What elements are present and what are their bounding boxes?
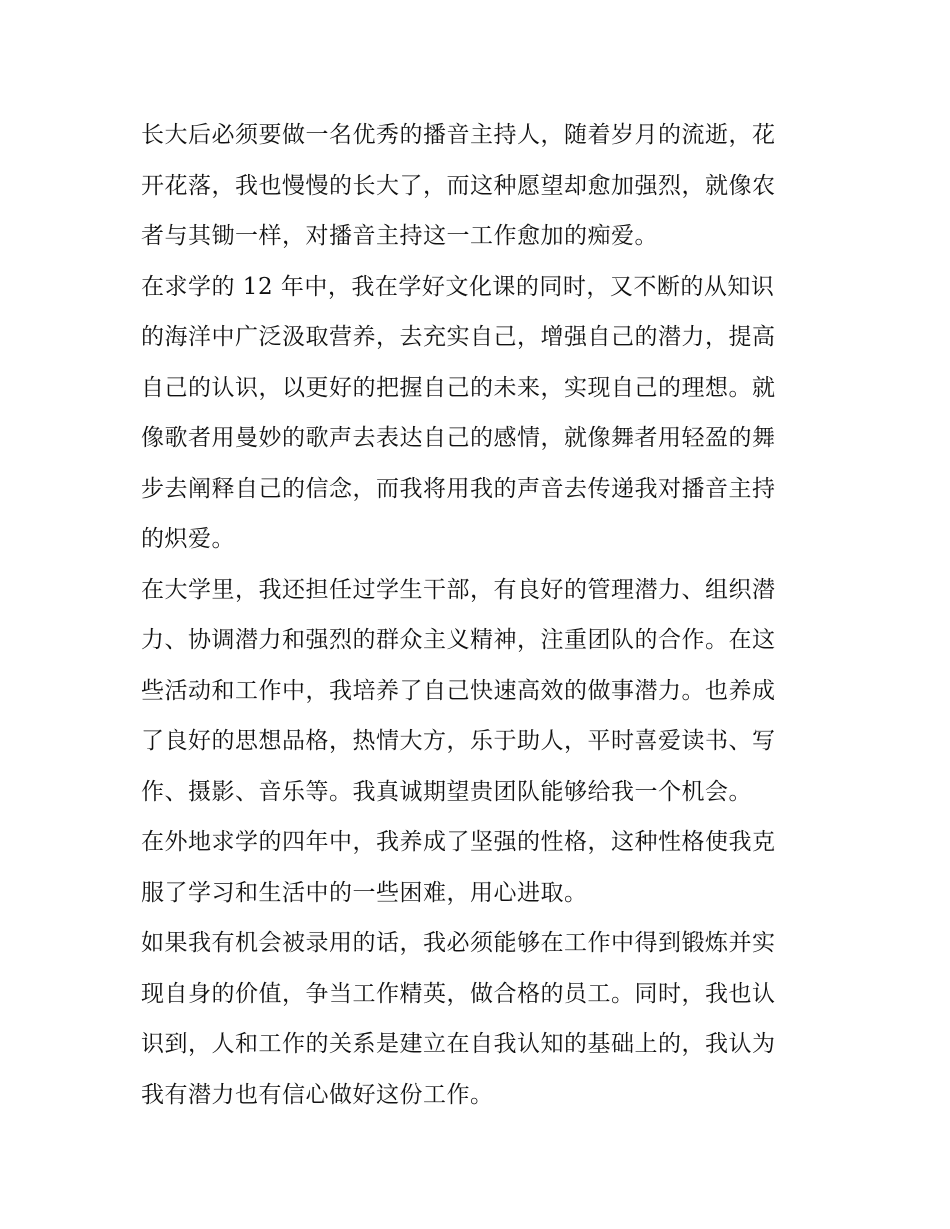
- paragraph-university: [141, 565, 950, 818]
- text-line: 的海洋中广泛汲取营养，去充实自己，增强自己的潜力，提高: [141, 324, 776, 350]
- text-line: 长大后必须要做一名优秀的播音主持人，随着岁月的流逝，花: [141, 122, 776, 148]
- paragraph-conclusion: [141, 918, 950, 1120]
- text-line: 开花落，我也慢慢的长大了，而这种愿望却愈加强烈，就像农: [141, 172, 776, 199]
- text-line: 识到，人和工作的关系是建立在自我认知的基础上的，我认为: [141, 1031, 776, 1057]
- paragraph-study: [141, 262, 950, 565]
- text-line: 我有潜力也有信心做好这份工作。: [141, 1081, 494, 1108]
- paragraph-aspiration: [141, 110, 950, 262]
- text-line: 在求学的 12 年中，我在学好文化课的同时，又不断的从知识: [141, 273, 775, 300]
- text-line: 现自身的价值，争当工作精英，做合格的员工。同时，我也认: [141, 980, 776, 1007]
- text-line: 像歌者用曼妙的歌声去表达自己的感情，就像舞者用轻盈的舞: [141, 425, 776, 451]
- text-line: 者与其锄一样，对播音主持这一工作愈加的痴爱。: [141, 223, 658, 249]
- text-line: 力、协调潜力和强烈的群众主义精神，注重团队的合作。在这: [141, 627, 776, 653]
- text-line: 些活动和工作中，我培养了自己快速高效的做事潜力。也养成: [141, 677, 776, 704]
- paragraph-character: [141, 817, 950, 918]
- text-line: 作、摄影、音乐等。我真诚期望贵团队能够给我一个机会。: [141, 778, 752, 805]
- text-line: 如果我有机会被录用的话，我必须能够在工作中得到锻炼并实: [141, 930, 776, 956]
- text-line: 在大学里，我还担任过学生干部，有良好的管理潜力、组织潜: [141, 576, 776, 603]
- text-line: 自己的认识，以更好的把握自己的未来，实现自己的理想。就: [141, 374, 776, 401]
- text-line: 服了学习和生活中的一些困难，用心进取。: [141, 879, 588, 906]
- text-line: 的炽爱。: [141, 526, 235, 552]
- text-line: 步去阐释自己的信念，而我将用我的声音去传递我对播音主持: [141, 475, 776, 502]
- text-line: 在外地求学的四年中，我养成了坚强的性格，这种性格使我克: [141, 829, 776, 855]
- text-line: 了良好的思想品格，热情大方，乐于助人，平时喜爱读书、写: [141, 728, 776, 754]
